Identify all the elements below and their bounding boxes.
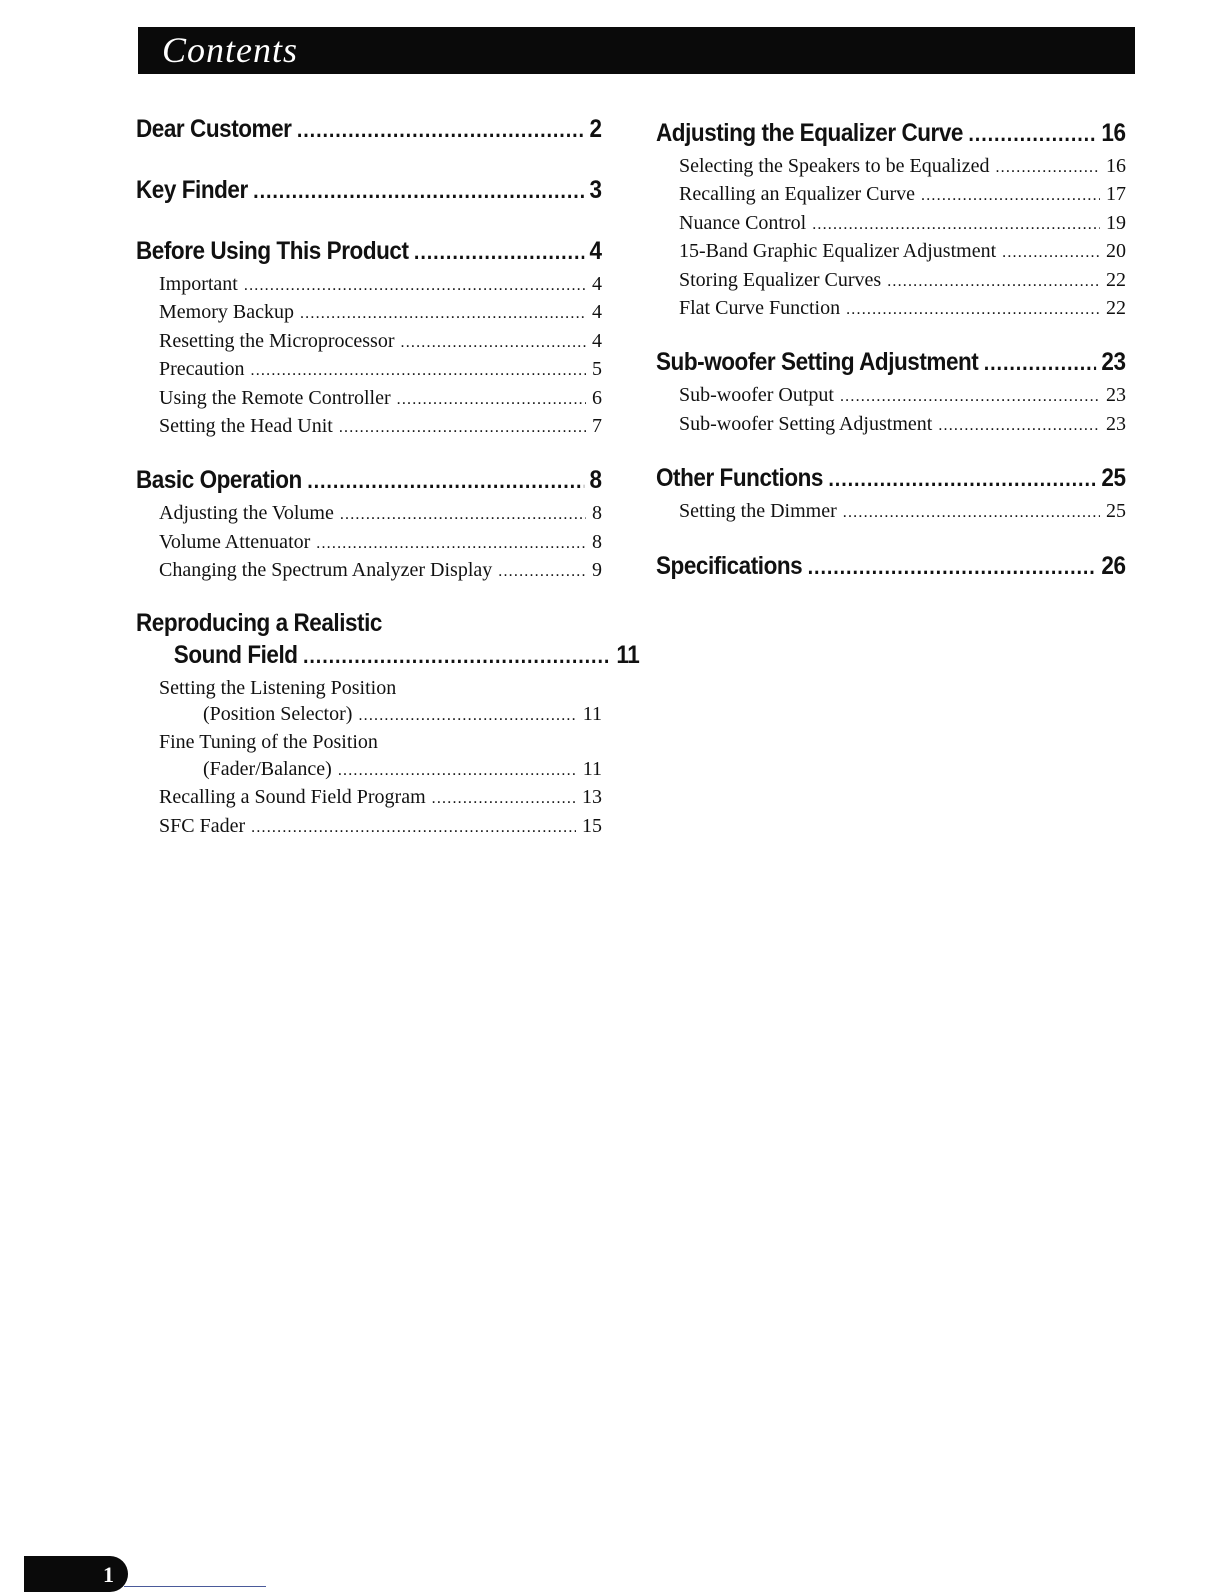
- leader-dots: [843, 498, 1100, 526]
- toc-section-sound-field: [136, 608, 640, 841]
- toc-subitem-label: Memory Backup: [159, 301, 294, 324]
- toc-subitem-label: Important: [159, 273, 238, 295]
- toc-subitem-page: 16: [1106, 155, 1126, 177]
- toc-subitem-page: 20: [1106, 240, 1126, 263]
- toc-heading-title: Basic Operation: [136, 466, 302, 495]
- leader-dots: [340, 500, 586, 528]
- toc-subitem-link[interactable]: [159, 328, 602, 356]
- toc-heading-page: 11: [616, 640, 640, 669]
- toc-heading-page: 4: [589, 237, 602, 265]
- toc-subitem-label: Using the Remote Controller: [159, 386, 391, 409]
- toc-subitem-link[interactable]: [159, 500, 602, 528]
- toc-subitem-page: 5: [592, 358, 602, 381]
- page-title: Contents: [162, 30, 299, 70]
- toc-subitem-label: Flat Curve Function: [679, 297, 841, 320]
- toc-subitem-link[interactable]: [679, 295, 1126, 323]
- toc-subitem-link[interactable]: [159, 385, 602, 413]
- toc-subitems: [136, 271, 602, 441]
- toc-heading-link[interactable]: [136, 112, 602, 147]
- toc-subitem-label: Setting the Head Unit: [159, 415, 333, 438]
- toc-subitem-link[interactable]: [159, 356, 602, 384]
- toc-heading-page: 16: [1101, 119, 1126, 147]
- toc-subitem-label: SFC Fader: [159, 814, 246, 837]
- toc-heading-title: Key Finder: [136, 176, 248, 204]
- leader-dots: [887, 267, 1100, 295]
- toc-subitem-page: 8: [592, 530, 602, 553]
- toc-subitem-page: 25: [1106, 500, 1126, 523]
- toc-subitem-label-line1[interactable]: Fine Tuning of the Position: [159, 731, 378, 754]
- toc-heading-link[interactable]: [656, 549, 1126, 584]
- toc-subitem-label: Recalling a Sound Field Program: [159, 786, 426, 809]
- toc-subitems: [136, 500, 602, 585]
- toc-subitem-page: 15: [582, 814, 602, 837]
- toc-subitem-page: 9: [592, 559, 602, 582]
- toc-subitem-link[interactable]: [159, 529, 602, 557]
- toc-heading-page: 23: [1101, 348, 1126, 377]
- leader-dots: [300, 299, 586, 327]
- leader-dots: [251, 813, 576, 841]
- toc-subitem-page: 22: [1106, 297, 1126, 320]
- toc-heading-page: 25: [1101, 464, 1126, 493]
- toc-subitem-label: Sub-woofer Output: [679, 384, 834, 407]
- toc-subitem-page: 11: [582, 757, 602, 780]
- toc-subitem-label-line1[interactable]: Setting the Listening Position: [159, 676, 397, 699]
- leader-dots: [828, 461, 1096, 496]
- toc-subitem-label: Resetting the Microprocessor: [159, 329, 395, 352]
- toc-subitems: [136, 675, 602, 841]
- toc-section-equalizer: [656, 116, 1126, 323]
- leader-dots: [251, 356, 586, 384]
- toc-heading-link[interactable]: [136, 638, 639, 673]
- toc-subitem-link[interactable]: [679, 153, 1126, 181]
- toc-section-other-functions: [656, 461, 1126, 526]
- toc-subitems: [656, 153, 1126, 323]
- leader-dots: [358, 701, 576, 729]
- toc-subitem-page: 23: [1106, 384, 1126, 407]
- toc-subitem-label-line2: (Fader/Balance): [203, 757, 332, 780]
- leader-dots: [244, 271, 586, 299]
- toc-subitem-page: 19: [1106, 211, 1126, 234]
- leader-dots: [1002, 238, 1100, 266]
- toc-heading-title: Dear Customer: [136, 115, 292, 143]
- toc-section-subwoofer: [656, 345, 1126, 439]
- leader-dots: [397, 385, 586, 413]
- toc-heading-link[interactable]: [656, 116, 1126, 151]
- leader-dots: [253, 173, 584, 208]
- leader-dots: [921, 181, 1100, 209]
- toc-subitem-link[interactable]: [679, 411, 1126, 439]
- toc-subitem-link[interactable]: [679, 181, 1126, 209]
- toc-heading-link[interactable]: [136, 173, 602, 208]
- toc-subitem-link[interactable]: [159, 784, 602, 812]
- toc-subitem-label: Setting the Dimmer: [679, 500, 837, 523]
- toc-subitem-link[interactable]: [159, 701, 602, 729]
- leader-dots: [432, 784, 576, 812]
- leader-dots: [938, 411, 1100, 439]
- page-number: 1: [103, 1562, 114, 1587]
- toc-subitem-label: Sub-woofer Setting Adjustment: [679, 412, 933, 435]
- toc-heading-page: 3: [589, 176, 602, 204]
- toc-subitem-page: 11: [582, 703, 602, 726]
- toc-subitem-link[interactable]: [159, 271, 602, 299]
- leader-dots: [984, 345, 1096, 380]
- toc-heading-link[interactable]: [656, 345, 1126, 380]
- toc-heading-title-line2: Sound Field: [173, 640, 298, 669]
- toc-section-specifications: [656, 549, 1126, 584]
- toc-subitem-label: 15-Band Graphic Equalizer Adjustment: [679, 240, 997, 263]
- toc-subitem-link[interactable]: [159, 813, 602, 841]
- toc-subitem-label-line2: (Position Selector): [203, 703, 353, 726]
- toc-heading-link[interactable]: [656, 461, 1126, 496]
- toc-heading-page: 8: [589, 466, 602, 495]
- toc-subitem-page: 13: [582, 786, 602, 809]
- leader-dots: [401, 328, 587, 356]
- toc-subitem-label: Storing Equalizer Curves: [679, 268, 882, 291]
- leader-dots: [840, 382, 1100, 410]
- toc-subitem-link[interactable]: [679, 267, 1126, 295]
- leader-dots: [846, 295, 1100, 323]
- toc-subitem-label: Adjusting the Volume: [159, 502, 334, 525]
- toc-heading-title: Specifications: [656, 551, 803, 580]
- toc-subitem-label: Recalling an Equalizer Curve: [679, 183, 916, 206]
- toc-subitem-page: 6: [592, 386, 602, 409]
- toc-heading-title-line1[interactable]: Reproducing a Realistic: [136, 608, 382, 637]
- leader-dots: [297, 112, 584, 147]
- leader-dots: [303, 638, 611, 673]
- toc-subitem-label: Precaution: [159, 358, 245, 381]
- toc-subitem-page: 4: [592, 329, 602, 352]
- leader-dots: [316, 529, 586, 557]
- toc-subitem-page: 8: [592, 502, 602, 525]
- leader-dots: [968, 116, 1096, 151]
- toc-subitem-link[interactable]: [679, 498, 1126, 526]
- toc-section-basic-operation: [136, 463, 602, 585]
- leader-dots: [414, 234, 584, 269]
- leader-dots: [498, 557, 586, 585]
- toc-heading-link[interactable]: [136, 463, 602, 498]
- toc-subitems: [656, 382, 1126, 439]
- toc-subitem-page: 4: [592, 301, 602, 324]
- toc-subitem-page: 7: [592, 415, 602, 438]
- leader-dots: [339, 413, 586, 441]
- toc-heading-link[interactable]: [136, 234, 602, 269]
- toc-heading-page: 2: [589, 115, 602, 143]
- leader-dots: [338, 756, 577, 784]
- toc-section-before-using: [136, 234, 602, 441]
- contents-title-bar: [138, 27, 1135, 74]
- leader-dots: [307, 463, 584, 498]
- toc-right-column: [656, 116, 1126, 606]
- toc-heading-page: 26: [1101, 551, 1126, 580]
- leader-dots: [808, 549, 1096, 584]
- toc-heading-title: Sub-woofer Setting Adjustment: [656, 348, 979, 377]
- toc-subitems: [656, 498, 1126, 526]
- leader-dots: [812, 210, 1100, 238]
- toc-heading-title: Other Functions: [656, 464, 824, 493]
- toc-heading-title: Before Using This Product: [136, 237, 409, 265]
- toc-subitem-link[interactable]: [159, 413, 602, 441]
- toc-subitem-label: Nuance Control: [679, 211, 807, 234]
- leader-dots: [995, 153, 1100, 181]
- footer-rule: [124, 1586, 266, 1587]
- toc-subitem-label: Changing the Spectrum Analyzer Display: [159, 559, 493, 582]
- toc-subitem-label: Selecting the Speakers to be Equalized: [679, 155, 990, 177]
- toc-subitem-label: Volume Attenuator: [159, 530, 311, 553]
- toc-subitem-link[interactable]: [679, 382, 1126, 410]
- toc-subitem-page: 22: [1106, 268, 1126, 291]
- toc-heading-title: Adjusting the Equalizer Curve: [656, 119, 963, 147]
- toc-section-dear-customer: [136, 112, 602, 147]
- toc-subitem-page: 23: [1106, 412, 1126, 435]
- toc-left-column: [136, 112, 640, 863]
- toc-subitem-link[interactable]: [679, 210, 1126, 238]
- toc-subitem-link[interactable]: [159, 299, 602, 327]
- toc-subitem-link[interactable]: [159, 557, 602, 585]
- toc-subitem-page: 17: [1106, 183, 1126, 206]
- toc-subitem-link[interactable]: [679, 238, 1126, 266]
- toc-subitem-page: 4: [592, 273, 602, 295]
- toc-subitem-link[interactable]: [159, 756, 602, 784]
- toc-section-key-finder: [136, 173, 602, 208]
